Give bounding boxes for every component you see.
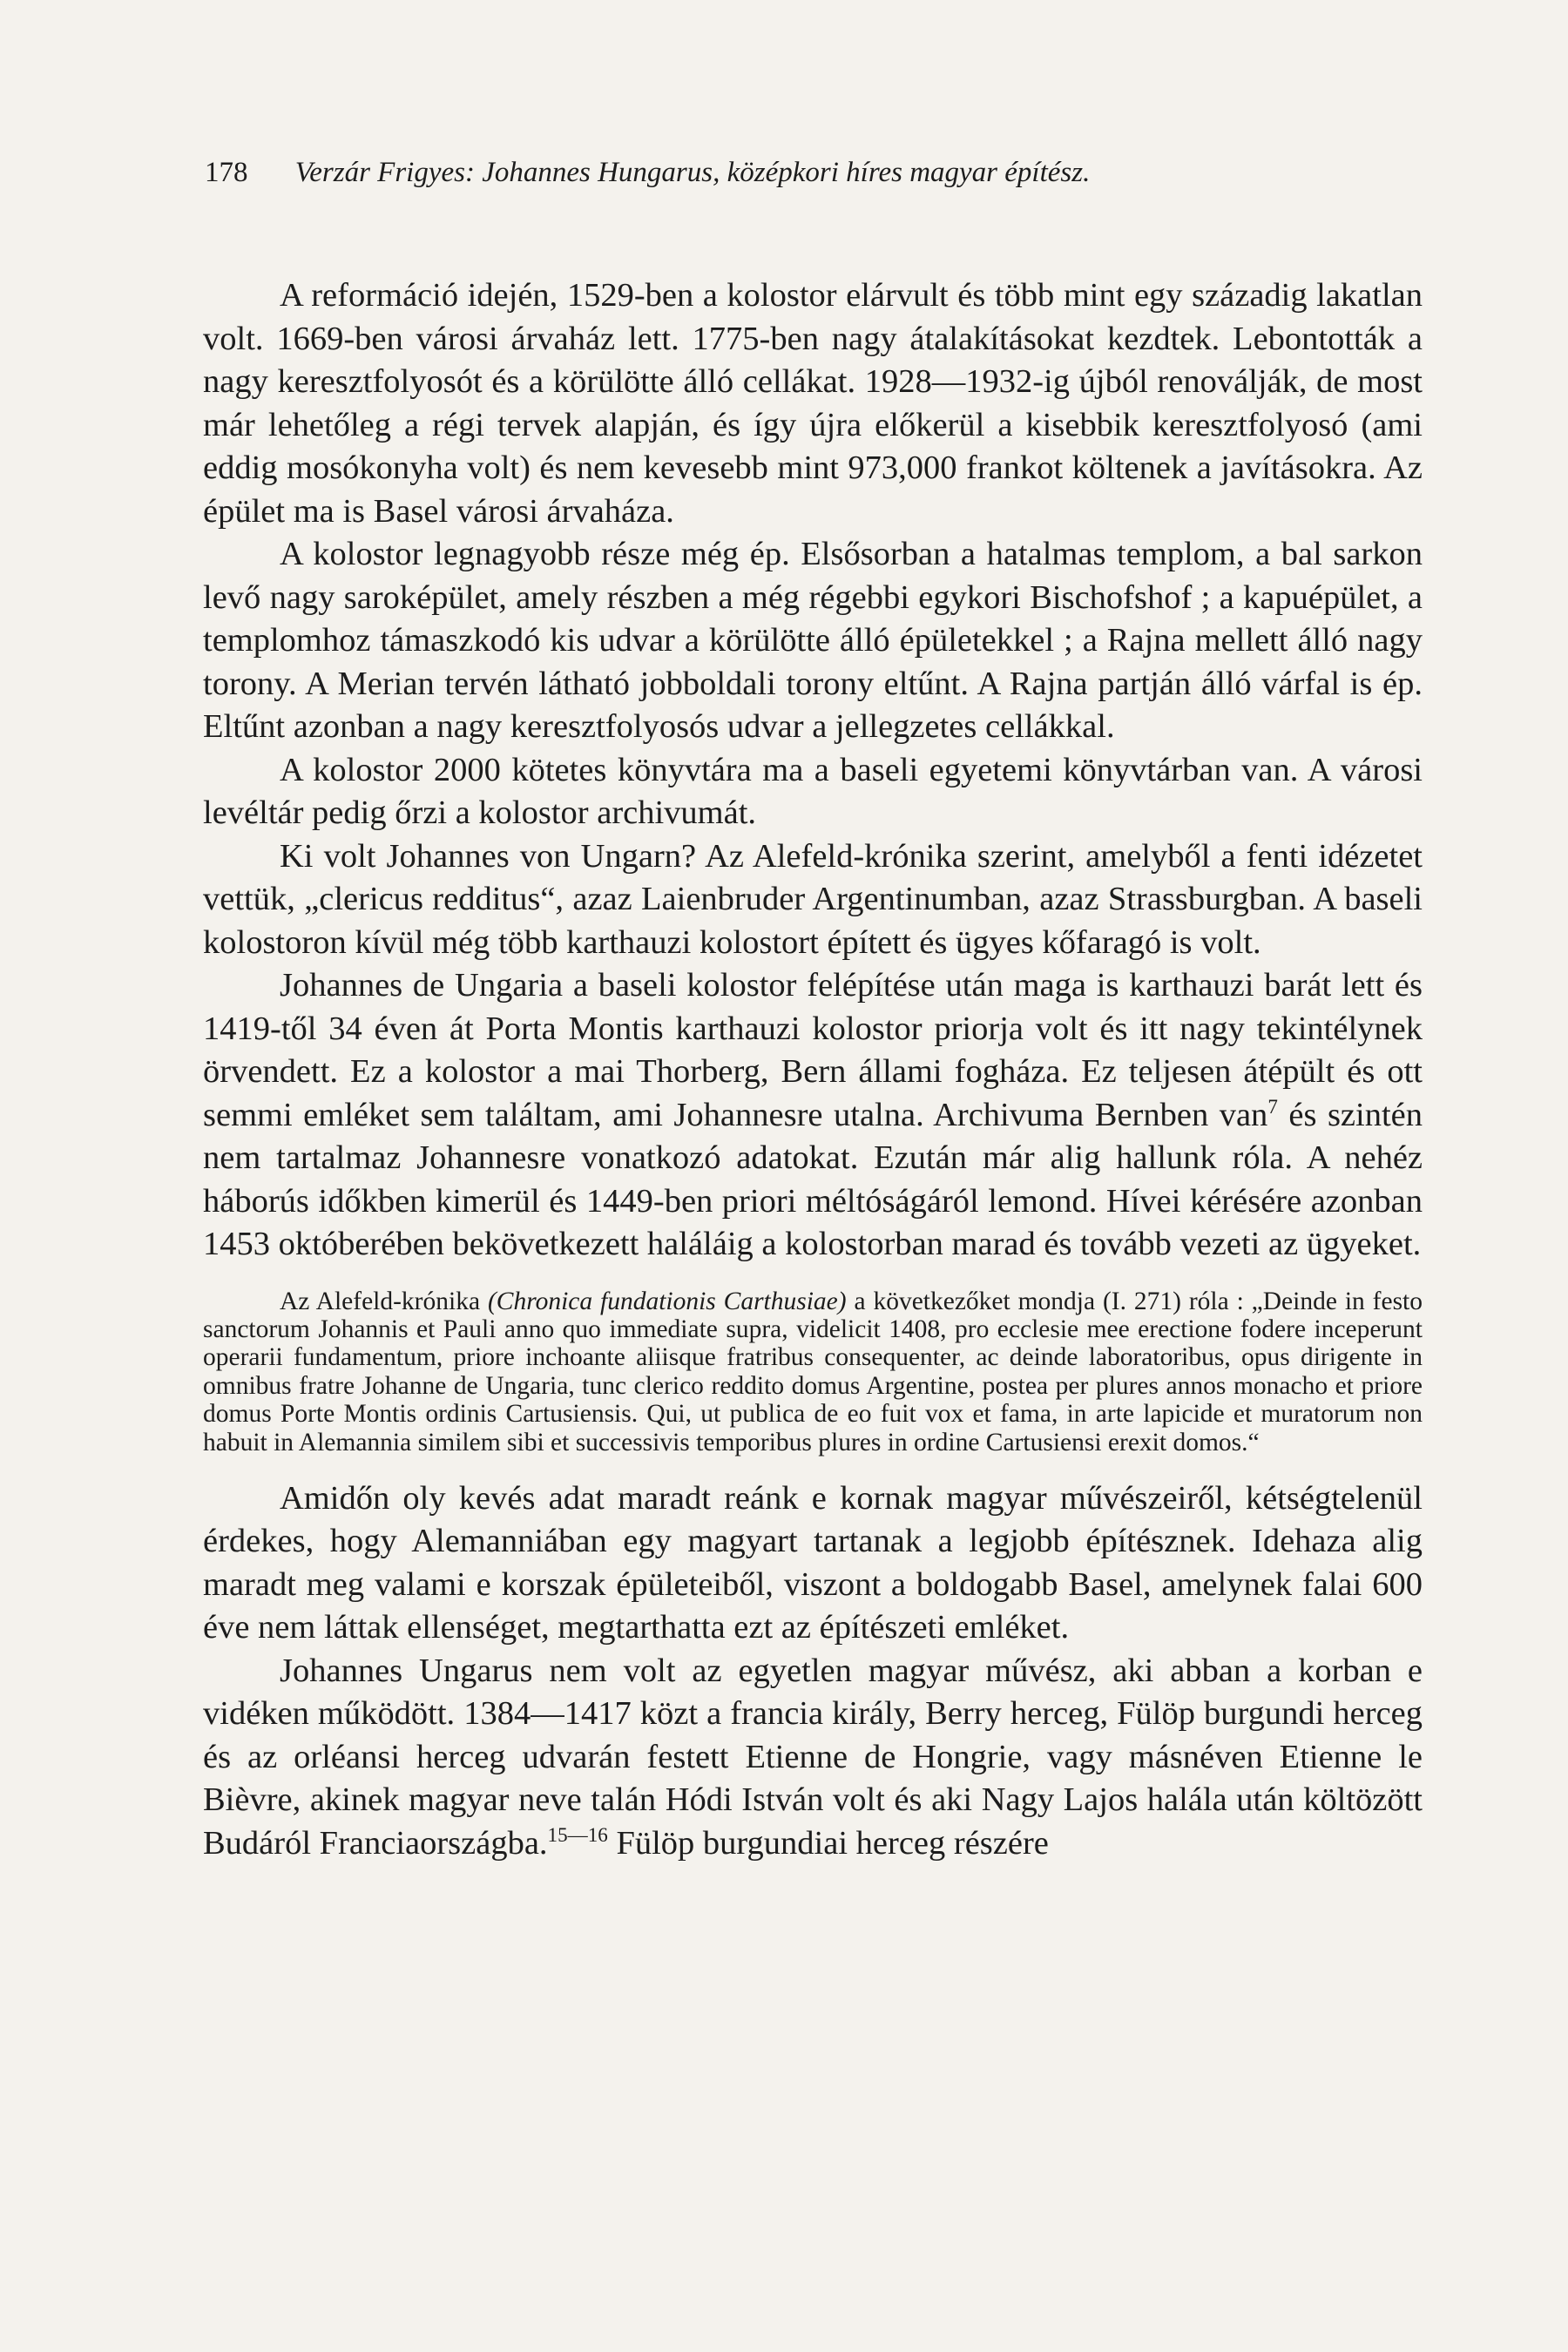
- running-header: [205, 155, 1090, 190]
- paragraph-library: A kolostor 2000 kötetes könyvtára ma a baseli egyetemi könyvtárban van. A városi levéltár pedig őrzi a kolostor archivumát.: [203, 751, 1423, 831]
- body-text: [203, 274, 1423, 1865]
- paragraph-prior-text-a: Johannes de Ungaria a baseli kolostor felépítése után maga is karthauzi barát lett és 1419-től 34 éven át Porta Montis karthauzi kolostor priorja volt és itt nagy tekintélynek örvendett. Ez a kolostor a mai Thorberg, Bern állami fogháza. Ez teljesen átépült és ott semmi emléket sem találtam, ami Johannesre utalna. Archivuma Bernben van: [203, 967, 1423, 1133]
- page-number: 178: [205, 157, 248, 188]
- chronicle-title: (Chronica fundationis Carthusiae): [487, 1287, 847, 1315]
- paragraph-etienne: [203, 1650, 1423, 1866]
- paragraph-monastery-parts: A kolostor legnagyobb része még ép. Elsősorban a hatalmas templom, a bal sarkon levő nagy saroképület, amely részben a még régebbi egykori Bischofshof ; a kapuépület, a templomhoz támaszkodó kis udvar a körülötte álló épületekkel ; a Rajna mellett álló nagy torony. A Merian tervén látható jobboldali torony eltűnt. A Rajna partján álló várfal is ép. Eltűnt azonban a nagy keresztfolyosós udvar a jellegzetes cellákkal.: [203, 536, 1423, 745]
- paragraph-prior-text-b: és szintén nem tartalmaz Johannesre vonatkozó adatokat. Ezután már alig hallunk róla. A nehéz háborús időkben kimerül és 1449-ben priori méltóságáról lemond. Hívei kérésére azonban 1453 októberében bekövetkezett haláláig a kolostorban marad és tovább vezeti az ügyeket.: [203, 1096, 1423, 1262]
- paragraph-hungarian-artists: Amidőn oly kevés adat maradt reánk e kornak magyar művészeiről, kétségtelenül érdekes, hogy Alemanniában egy magyart tartanak a legjobb építésznek. Idehaza alig maradt meg valami e korszak épületeiből, viszont a boldogabb Basel, amelynek falai 600 éve nem láttak ellenséget, megtarthatta ezt az építészeti emléket.: [203, 1479, 1423, 1646]
- paragraph-prior: [203, 964, 1423, 1267]
- chronicle-quote: [203, 1288, 1423, 1456]
- footnote-ref-7: 7: [1267, 1094, 1278, 1118]
- chronicle-quote-text: a következőket mondja (I. 271) róla : „Deinde in festo sanctorum Johannis et Pauli anno quo immediate supra, videlicit 1408, pro ecclesie mee erectione fodere inceperunt operarii fundamentum, priore inchoante aliisque fratribus consequenter, ac deinde laboratoribus, opus dirigente in omnibus fratre Johanne de Ungaria, tunc clerico reddito domus Argentine, postea per plures annos monacho et priore domus Porte Montis ordinis Cartusiensis. Qui, ut publica de eo fuit vox et fama, in arte lapicide et muratorum non habuit in Alemannia similem sibi et successivis temporibus plures in ordine Cartusiensi erexit domos.“: [203, 1287, 1423, 1456]
- paragraph-etienne-text-b: Fülöp burgundiai herceg részére: [607, 1824, 1049, 1862]
- footnote-ref-15-16: 15—16: [547, 1823, 608, 1847]
- running-title: Verzár Frigyes: Johannes Hungarus, középkori híres magyar építész.: [294, 157, 1091, 188]
- paragraph-who-was-johannes: Ki volt Johannes von Ungarn? Az Alefeld-krónika szerint, amelyből a fenti idézetet vettük, „clericus redditus“, azaz Laienbruder Argentinumban, azaz Strassburgban. A baseli kolostoron kívül még több karthauzi kolostort épített és ügyes kőfaragó is volt.: [203, 837, 1423, 961]
- chronicle-quote-intro: Az Alefeld-krónika: [280, 1287, 488, 1315]
- paragraph-etienne-text-a: Johannes Ungarus nem volt az egyetlen magyar művész, aki abban a korban e vidéken működött. 1384—1417 közt a francia király, Berry herceg, Fülöp burgundi herceg és az orléansi herceg udvarán festett Etienne de Hongrie, vagy másnéven Etienne le Bièvre, akinek magyar neve talán Hódi István volt és aki Nagy Lajos halála után költözött Budáról Franciaországba.: [203, 1652, 1423, 1862]
- paragraph-reformation: A reformáció idején, 1529-ben a kolostor elárvult és több mint egy századig lakatlan volt. 1669-ben városi árvaház lett. 1775-ben nagy átalakításokat kezdtek. Lebontották a nagy keresztfolyosót és a körülötte álló cellákat. 1928—1932-ig újból renoválják, de most már lehetőleg a régi tervek alapján, és így újra előkerül a kisebbik keresztfolyosó (ami eddig mosókonyha volt) és nem kevesebb mint 973,000 frankot költenek a javításokra. Az épület ma is Basel városi árvaháza.: [203, 277, 1423, 530]
